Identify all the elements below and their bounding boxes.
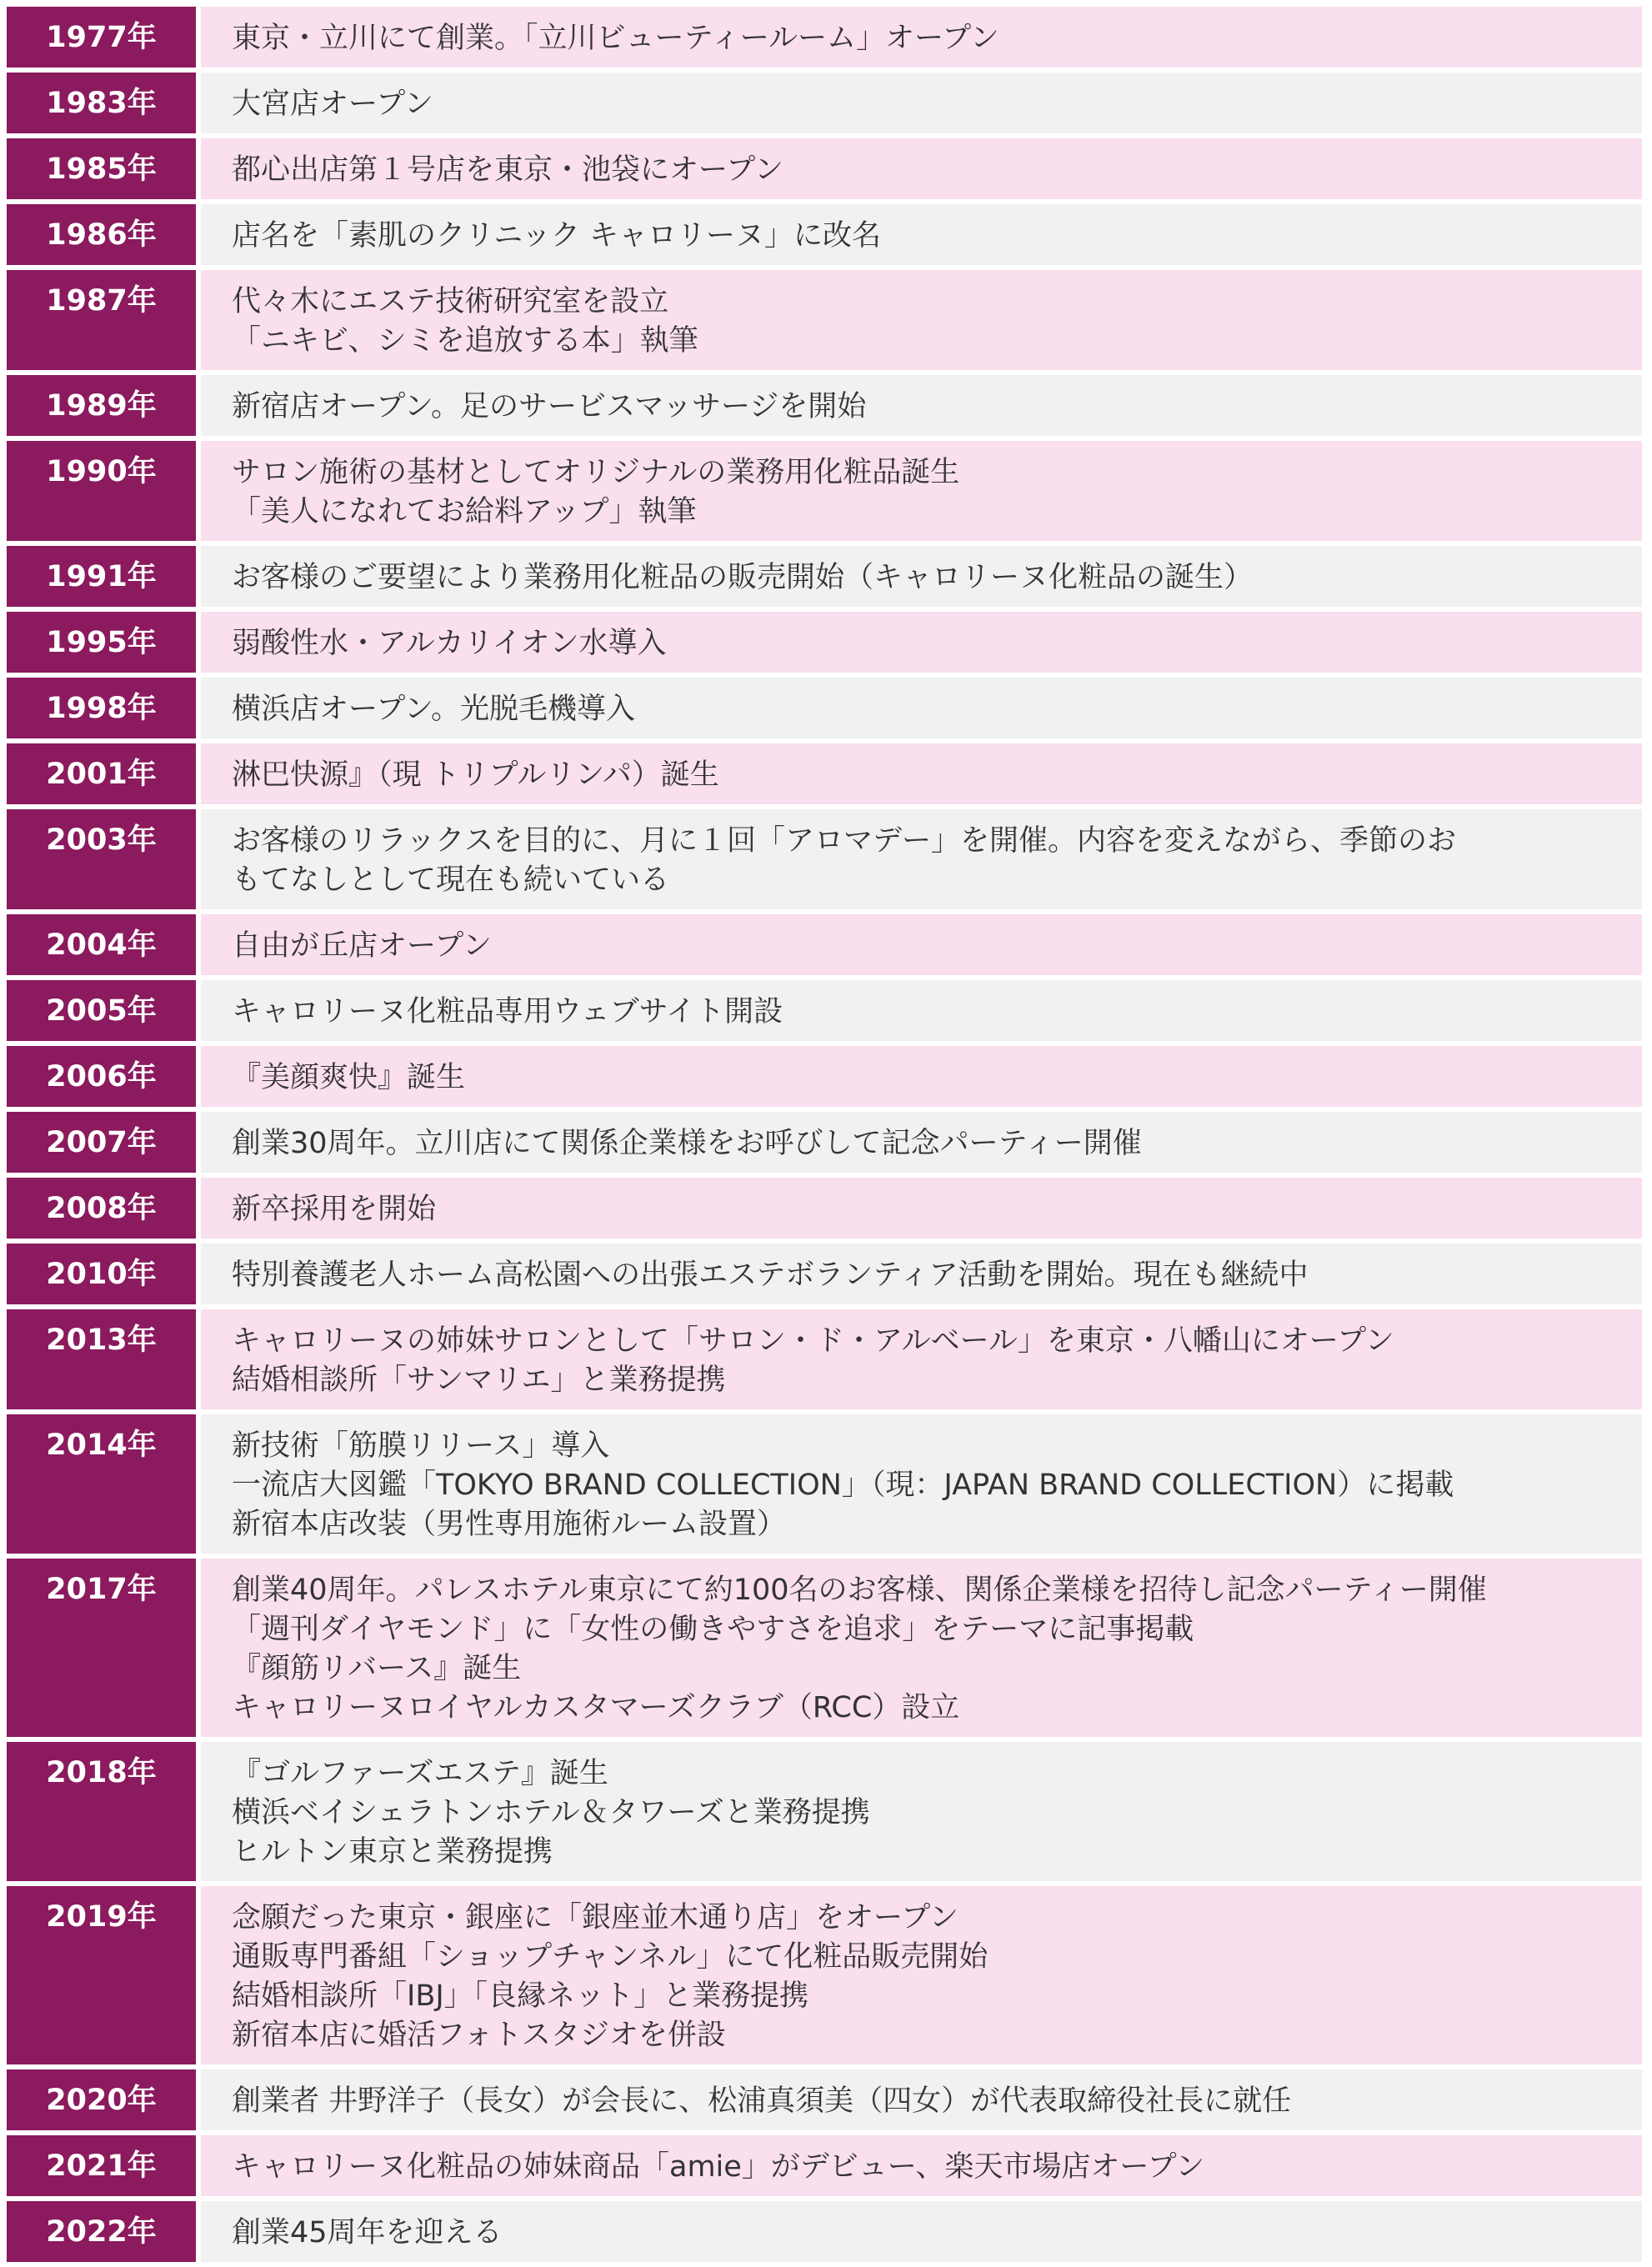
timeline-row [7, 2201, 1642, 2262]
year-label: 2001年 [7, 743, 196, 804]
event-description [201, 138, 1642, 199]
event-description [201, 2201, 1642, 2262]
event-description [201, 678, 1642, 738]
event-line: 結婚相談所「サンマリエ」と業務提携 [232, 1364, 726, 1397]
event-description [201, 1309, 1642, 1409]
event-line: 弱酸性水・アルカリイオン水導入 [232, 627, 667, 660]
year-label: 2020年 [7, 2069, 196, 2130]
year-label: 2021年 [7, 2135, 196, 2196]
timeline-row [7, 612, 1642, 673]
event-line: サロン施術の基材としてオリジナルの業務用化粧品誕生 [232, 456, 960, 489]
timeline-row [7, 270, 1642, 370]
year-label: 2006年 [7, 1046, 196, 1107]
timeline-row [7, 375, 1642, 436]
timeline-row [7, 1178, 1642, 1239]
event-line: 新卒採用を開始 [232, 1193, 437, 1226]
event-line: キャロリーヌの姉妹サロンとして「サロン・ド・アルベール」を東京・八幡山にオープン [232, 1324, 1394, 1358]
event-line: 結婚相談所「IBJ」「良縁ネット」と業務提携 [232, 1979, 809, 2013]
event-description [201, 612, 1642, 673]
event-line: 通販専門番組「ショップチャンネル」にて化粧品販売開始 [232, 1940, 989, 1974]
timeline-row [7, 138, 1642, 199]
event-line: 新宿本店に婚活フォトスタジオを併設 [232, 2019, 726, 2052]
event-description [201, 1112, 1642, 1173]
event-line: 「ニキビ、シミを追放する本」執筆 [232, 324, 698, 358]
timeline-row [7, 1742, 1642, 1881]
timeline-row [7, 204, 1642, 265]
timeline-row [7, 1414, 1642, 1554]
timeline-row [7, 1244, 1642, 1304]
year-label: 2010年 [7, 1244, 196, 1304]
event-line: キャロリーヌ化粧品の姉妹商品「amie」がデビュー、楽天市場店オープン [232, 2150, 1205, 2184]
event-description [201, 1046, 1642, 1107]
year-label: 2005年 [7, 980, 196, 1041]
year-label: 2003年 [7, 809, 196, 909]
year-label: 2007年 [7, 1112, 196, 1173]
year-label: 1990年 [7, 441, 196, 541]
event-line: 「週刊ダイヤモンド」に「女性の働きやすさを追求」をテーマに記事掲載 [232, 1613, 1194, 1646]
event-line: もてなしとして現在も続いている [232, 863, 670, 897]
event-line: お客様のリラックスを目的に、月に１回「アロマデー」を開催。内容を変えながら、季節のお [232, 824, 1456, 858]
event-line: お客様のご要望により業務用化粧品の販売開始（キャロリーヌ化粧品の誕生） [232, 561, 1254, 594]
event-line: 創業40周年。パレスホテル東京にて約100名のお客様、関係企業様を招待し記念パーティー開催 [232, 1574, 1487, 1607]
event-line: キャロリーヌロイヤルカスタマーズクラブ（RCC）設立 [232, 1691, 960, 1724]
year-label: 2014年 [7, 1414, 196, 1554]
timeline-row [7, 1309, 1642, 1409]
year-label: 2019年 [7, 1886, 196, 2064]
year-label: 1989年 [7, 375, 196, 436]
event-line: 『ゴルファーズエステ』誕生 [232, 1757, 608, 1790]
event-description [201, 743, 1642, 804]
event-description [201, 73, 1642, 133]
year-label: 2004年 [7, 914, 196, 975]
event-line: 一流店大図鑑「TOKYO BRAND COLLECTION」（現：JAPAN BRAND COLLECTION）に掲載 [232, 1469, 1454, 1502]
year-label: 1995年 [7, 612, 196, 673]
year-label: 2013年 [7, 1309, 196, 1409]
year-label: 1977年 [7, 7, 196, 68]
timeline-row [7, 7, 1642, 68]
event-line: 東京・立川にて創業。「立川ビューティールーム」オープン [232, 22, 999, 55]
event-description [201, 914, 1642, 975]
event-description [201, 1414, 1642, 1554]
event-line: キャロリーヌ化粧品専用ウェブサイト開設 [232, 995, 783, 1028]
year-label: 2022年 [7, 2201, 196, 2262]
timeline-row [7, 1112, 1642, 1173]
event-line: ヒルトン東京と業務提携 [232, 1835, 553, 1869]
history-timeline [7, 7, 1642, 2267]
year-label: 2018年 [7, 1742, 196, 1881]
event-description [201, 270, 1642, 370]
event-description [201, 204, 1642, 265]
timeline-row [7, 678, 1642, 738]
year-label: 1998年 [7, 678, 196, 738]
year-label: 2017年 [7, 1559, 196, 1737]
event-line: 創業者 井野洋子（長女）が会長に、松浦真須美（四女）が代表取締役社長に就任 [232, 2084, 1292, 2118]
event-line: 店名を「素肌のクリニック キャロリーヌ」に改名 [232, 219, 882, 253]
event-line: 創業45周年を迎える [232, 2216, 503, 2249]
event-line: 「美人になれてお給料アップ」執筆 [232, 495, 697, 528]
event-line: 横浜ベイシェラトンホテル＆タワーズと業務提携 [232, 1796, 870, 1829]
event-line: 創業30周年。立川店にて関係企業様をお呼びして記念パーティー開催 [232, 1127, 1142, 1160]
event-line: 『美顔爽快』誕生 [232, 1061, 466, 1094]
timeline-row [7, 914, 1642, 975]
event-description [201, 2069, 1642, 2130]
event-description [201, 375, 1642, 436]
event-line: 代々木にエステ技術研究室を設立 [232, 285, 669, 318]
event-line: 念願だった東京・銀座に「銀座並木通り店」をオープン [232, 1901, 959, 1934]
event-description [201, 441, 1642, 541]
year-label: 1985年 [7, 138, 196, 199]
event-line: 都心出店第１号店を東京・池袋にオープン [232, 153, 783, 187]
timeline-row [7, 743, 1642, 804]
timeline-row [7, 980, 1642, 1041]
timeline-row [7, 441, 1642, 541]
event-line: 新宿本店改装（男性専用施術ルーム設置） [232, 1508, 787, 1541]
event-line: 『顔筋リバース』誕生 [232, 1652, 522, 1685]
year-label: 1986年 [7, 204, 196, 265]
event-line: 横浜店オープン。光脱毛機導入 [232, 693, 636, 726]
timeline-row [7, 2135, 1642, 2196]
event-line: 自由が丘店オープン [232, 929, 492, 963]
timeline-row [7, 2069, 1642, 2130]
timeline-row [7, 809, 1642, 909]
event-line: 新技術「筋膜リリース」導入 [232, 1429, 610, 1463]
timeline-row [7, 1046, 1642, 1107]
event-description [201, 1178, 1642, 1239]
event-description [201, 1886, 1642, 2064]
year-label: 1983年 [7, 73, 196, 133]
year-label: 1991年 [7, 546, 196, 607]
event-line: 淋巴快源』（現 トリプルリンパ）誕生 [232, 758, 719, 792]
event-description [201, 546, 1642, 607]
timeline-row [7, 1559, 1642, 1737]
year-label: 2008年 [7, 1178, 196, 1239]
event-line: 新宿店オープン。足のサービスマッサージを開始 [232, 390, 867, 423]
event-description [201, 7, 1642, 68]
year-label: 1987年 [7, 270, 196, 370]
timeline-row [7, 1886, 1642, 2064]
event-description [201, 2135, 1642, 2196]
event-line: 特別養護老人ホーム高松園への出張エステボランティア活動を開始。現在も継続中 [232, 1259, 1309, 1292]
event-description [201, 1742, 1642, 1881]
event-description [201, 1559, 1642, 1737]
event-line: 大宮店オープン [232, 88, 433, 121]
timeline-row [7, 73, 1642, 133]
event-description [201, 1244, 1642, 1304]
timeline-row [7, 546, 1642, 607]
event-description [201, 980, 1642, 1041]
event-description [201, 809, 1642, 909]
